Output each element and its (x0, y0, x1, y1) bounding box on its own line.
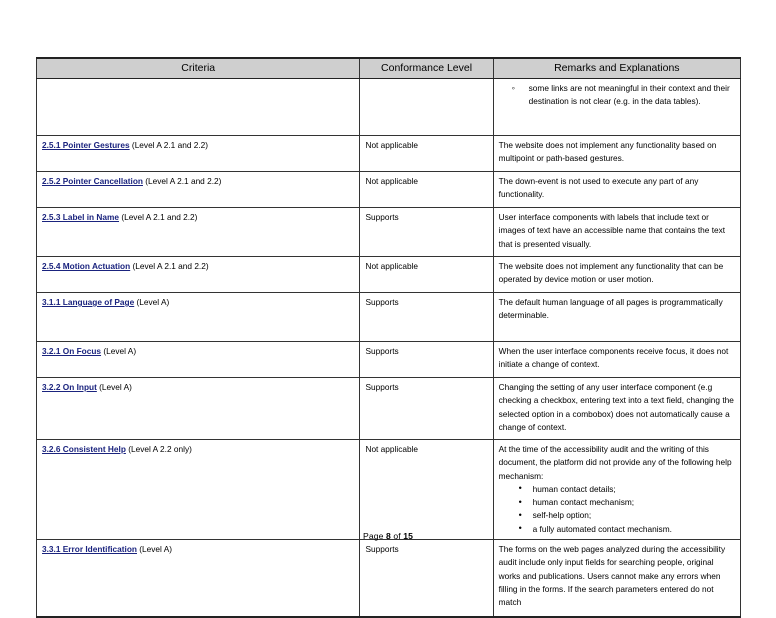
column-header-remarks: Remarks and Explanations (493, 58, 740, 79)
cell-criteria (37, 540, 360, 618)
cell-conformance-level (360, 208, 493, 257)
table-row (37, 342, 741, 378)
conformance-value: Supports (365, 382, 399, 392)
footer-middle: of (390, 531, 404, 541)
criteria-link[interactable]: 3.2.1 On Focus (42, 346, 102, 356)
conformance-value: Not applicable (365, 261, 419, 271)
criteria-level-label: (Level A 2.1 and 2.2) (129, 140, 209, 150)
table-row (37, 440, 741, 540)
cell-conformance-level (360, 136, 493, 172)
list-item: • a fully automated contact mechanism. (533, 523, 735, 536)
criteria-level-label: (Level A 2.2 only) (125, 444, 192, 454)
cell-remarks (493, 440, 740, 540)
cell-conformance-level (360, 440, 493, 540)
table-row (37, 79, 741, 136)
remarks-paragraph: User interface components with labels that include text or images of text have an accessible name that contains the text that is presented visually. (498, 212, 726, 249)
cell-criteria (37, 136, 360, 172)
conformance-value: Supports (365, 544, 399, 555)
cell-conformance-level (360, 378, 493, 440)
cell-remarks (493, 79, 740, 136)
criteria-link[interactable]: 2.5.2 Pointer Cancellation (42, 176, 143, 186)
table-row (37, 172, 741, 208)
table-row (37, 293, 741, 342)
conformance-value: Supports (365, 297, 399, 307)
cell-criteria (37, 342, 360, 378)
table-row (37, 208, 741, 257)
footer-prefix: Page (363, 531, 386, 541)
remarks-paragraph: The website does not implement any functionality that can be operated by device motion or user motion. (498, 261, 724, 285)
table-row (37, 378, 741, 440)
cell-conformance-level (360, 257, 493, 293)
criteria-level-label: (Level A 2.1 and 2.2) (142, 176, 222, 186)
remarks-hollow-bullet-list (499, 82, 735, 109)
cell-criteria (37, 440, 360, 540)
cell-remarks (493, 208, 740, 257)
cell-criteria (37, 172, 360, 208)
table-row (37, 136, 741, 172)
column-header-criteria: Criteria (37, 58, 360, 79)
criteria-link[interactable]: 3.2.6 Consistent Help (42, 444, 126, 454)
criteria-level-label: (Level A) (134, 297, 170, 307)
conformance-value: Supports (365, 346, 399, 356)
remarks-paragraph: The default human language of all pages is programmatically determinable. (498, 297, 723, 321)
page-footer (0, 531, 776, 541)
criteria-link[interactable]: 2.5.3 Label in Name (42, 212, 120, 222)
conformance-value: Not applicable (365, 140, 419, 150)
remarks-paragraph: The website does not implement any functionality based on multipoint or path-based gestures. (498, 140, 717, 164)
criteria-level-label: (Level A) (136, 544, 173, 555)
list-item: • human contact details; (533, 483, 735, 496)
cell-conformance-level (360, 293, 493, 342)
cell-remarks (493, 342, 740, 378)
criteria-level-label: (Level A 2.1 and 2.2) (130, 261, 209, 271)
cell-remarks (493, 378, 740, 440)
cell-remarks (493, 257, 740, 293)
list-item: • self-help option; (533, 509, 735, 522)
list-item: • human contact mechanism; (533, 496, 735, 509)
footer-page-number: 8 (385, 531, 391, 541)
cell-remarks (493, 293, 740, 342)
cell-criteria (37, 293, 360, 342)
column-header-conformance-level: Conformance Level (360, 58, 493, 79)
remarks-paragraph: Changing the setting of any user interface component (e.g checking a checkbox, entering text into a text field, changing the selected option in a combobox) does not automatically cause a change of context. (498, 382, 734, 432)
remarks-paragraph: When the user interface components receive focus, it does not initiate a change of context. (498, 346, 729, 370)
criteria-link[interactable]: 2.5.4 Motion Actuation (42, 261, 131, 271)
criteria-level-label: (Level A) (96, 382, 132, 392)
cell-remarks (493, 136, 740, 172)
conformance-value: Supports (365, 212, 399, 222)
remarks-paragraph: At the time of the accessibility audit and the writing of this document, the platform did not provide any of the following help mechanism: (498, 444, 732, 481)
cell-criteria (37, 257, 360, 293)
table-row (37, 540, 741, 618)
cell-criteria (37, 378, 360, 440)
criteria-link[interactable]: 3.1.1 Language of Page (42, 297, 135, 307)
remarks-paragraph: The down-event is not used to execute any part of any functionality. (498, 176, 699, 200)
cell-criteria (37, 208, 360, 257)
cell-conformance-level (360, 540, 493, 618)
criteria-level-label: (Level A) (101, 346, 137, 356)
criteria-link[interactable]: 3.3.1 Error Identification (42, 544, 137, 555)
remarks-paragraph: The forms on the web pages analyzed during the accessibility audit include only input fields for searching people, original works and publications. Users cannot make any errors when filling in the forms. If the search parameters entered do not match (498, 544, 726, 608)
table-header-row (37, 58, 741, 79)
cell-conformance-level (360, 172, 493, 208)
cell-conformance-level (360, 79, 493, 136)
footer-total-pages: 15 (403, 531, 413, 541)
cell-criteria (37, 79, 360, 136)
table-row (37, 257, 741, 293)
list-item: ◦ some links are not meaningful in their context and their destination is not clear (e.g. in the data tables). (529, 82, 735, 109)
remarks-bullet-list (499, 483, 735, 536)
conformance-value: Not applicable (365, 176, 419, 186)
cell-conformance-level (360, 342, 493, 378)
conformance-value: Not applicable (365, 444, 419, 454)
cell-remarks (493, 172, 740, 208)
criteria-level-label: (Level A 2.1 and 2.2) (119, 212, 198, 222)
cell-remarks (493, 540, 740, 618)
criteria-link[interactable]: 2.5.1 Pointer Gestures (42, 140, 130, 150)
criteria-link[interactable]: 3.2.2 On Input (42, 382, 97, 392)
